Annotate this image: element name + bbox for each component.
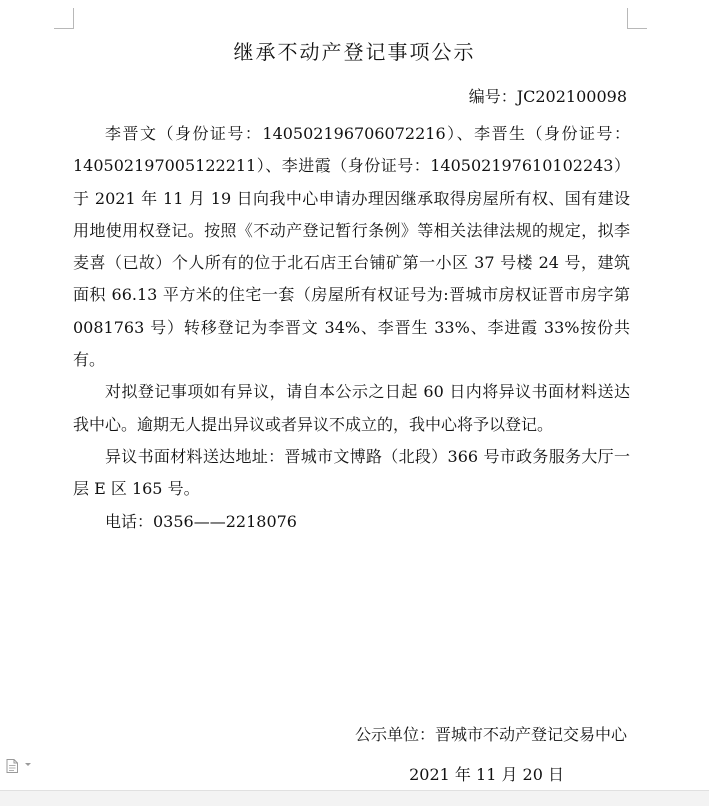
crop-mark-top-left-vertical [73,8,74,29]
document-number: 编号：JC202100098 [468,87,627,106]
paragraph-address: 异议书面材料送达地址：晋城市文博路（北段）366 号市政务服务大厅一层 E 区 165 号。 [73,446,630,499]
crop-mark-top-right-vertical [627,8,628,29]
document-title: 继承不动产登记事项公示 [233,40,476,64]
paragraph-main: 李晋文（身份证号：140502196706072216）、李晋生（身份证号：140502197005122211）、李进霞（身份证号：140502197610102243）于 2021 年 11 月 19 日向我中心申请办理因继承取得房屋所有权、国有建设用地使用权登记。按照《不动产登记暂行条例》等相关法律法规的规定，拟李麦喜（已故）个人所有的位于北石店王台铺矿第一小区 37 号楼 24 号，建筑面积 66.13 平方米的住宅一套（房屋所有权证号为:晋城市房权证晋市房字第 0081763 号）转移登记为李晋文 34%、李晋生 33%、李进霞 33%按份共有。 [73,124,630,370]
issue-date: 2021 年 11 月 20 日 [409,765,564,784]
issuer-line: 公示单位：晋城市不动产登记交易中心 [354,725,627,744]
document-body [73,118,630,538]
crop-mark-top-right [627,28,647,29]
crop-mark-top-left [54,28,74,29]
chevron-down-icon[interactable] [25,763,31,766]
paragraph-phone: 电话：0356——2218076 [105,511,297,531]
paragraph-objection: 对拟登记事项如有异议，请自本公示之日起 60 日内将异议书面材料送达我中心。逾期无人提出异议或者异议不成立的，我中心将予以登记。 [73,382,630,434]
document-icon[interactable] [6,759,18,773]
status-bar [0,790,709,806]
